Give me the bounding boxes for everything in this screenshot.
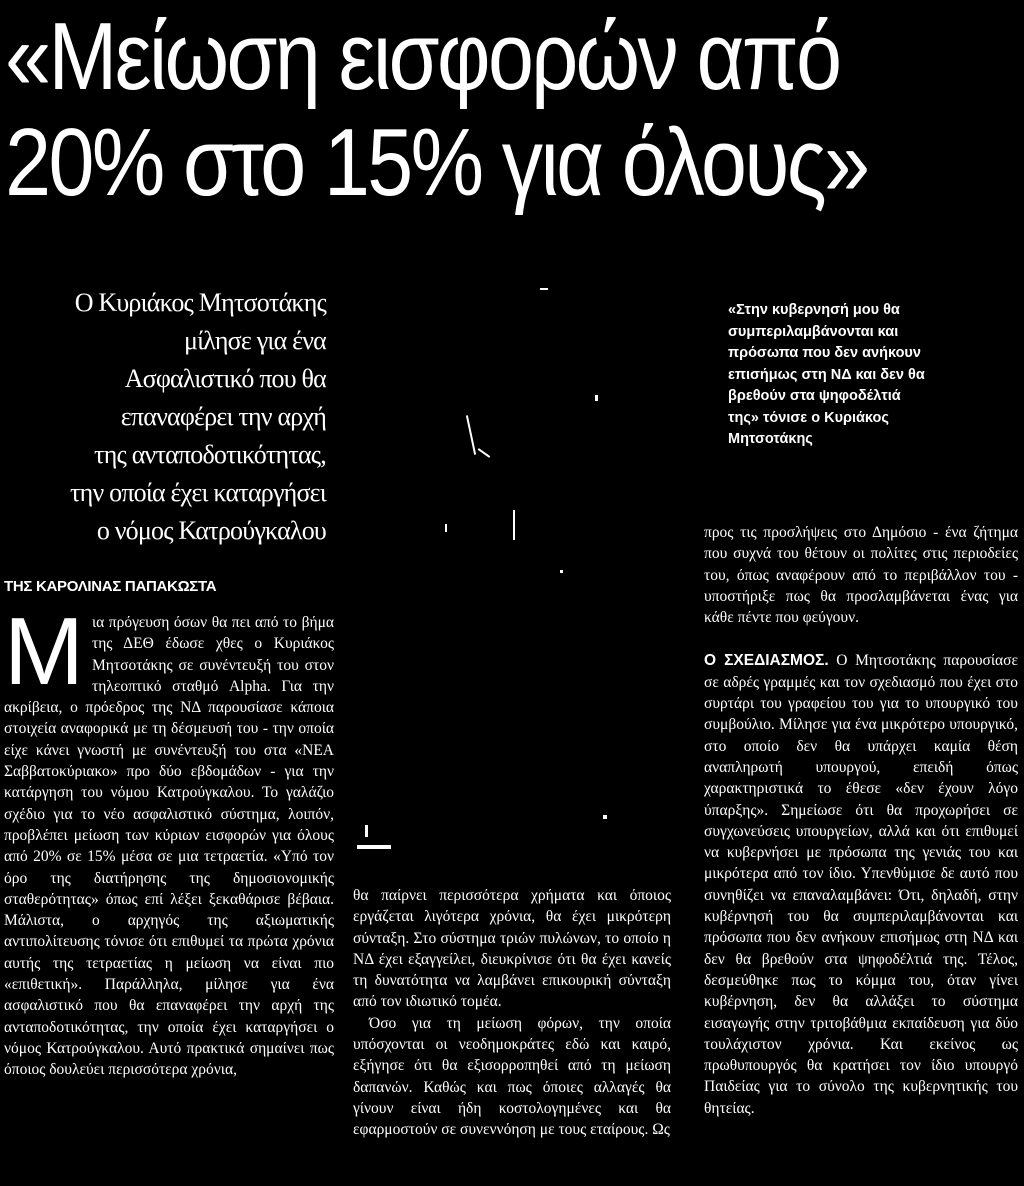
article-column-1	[4, 598, 334, 1081]
deck-line: ο νόμος Κατρούγκαλου	[96, 516, 326, 545]
article-column-3	[704, 522, 1018, 1119]
pull-quote	[728, 300, 988, 451]
pull-quote-line: επισήμως στη ΝΔ και δεν θα	[728, 366, 925, 383]
deck-subtitle	[20, 284, 326, 550]
pull-quote-line: της» τόνισε ο Κυριάκος	[728, 409, 889, 426]
article-column-2	[353, 885, 671, 1141]
headline-line-1: «Μείωση εισφορών από	[5, 3, 840, 110]
deck-line: επαναφέρει την αρχή	[120, 402, 326, 431]
byline: ΤΗΣ ΚΑΡΟΛΙΝΑΣ ΠΑΠΑΚΩΣΤΑ	[4, 578, 217, 595]
deck-line: Ο Κυριάκος Μητσοτάκης	[74, 288, 326, 317]
deck-line: μίλησε για ένα	[183, 326, 326, 355]
photo-dark	[345, 270, 685, 860]
deck-line: της ανταποδοτικότητας,	[94, 440, 326, 469]
article-paragraph	[704, 650, 1018, 1119]
pull-quote-line: συμπεριλαμβάνονται και	[728, 323, 899, 340]
pull-quote-line: «Στην κυβερνησή μου θα	[728, 302, 900, 318]
drop-cap: Μ	[4, 598, 84, 705]
paragraph-text: ια πρόγευση όσων θα πει από το βήμα της ΔΕΘ έδωσε χθες ο Κυριάκος Μητσοτάκης σε συνέντευξή του στον τηλεοπτικό σταθμό Alpha. Για την ακρίβεια, ο πρόεδρος της ΝΔ παρουσίασε κάποια στοιχεία αναφορικά με τη δέσμευσή του - την οποία είχε κάνει γνωστή με συνέντευξή του στα «ΝΕΑ Σαββατοκύριακο» προ δύο εβδομάδων - για την κατάργηση του νόμου Κατρούγκαλου. Το γαλάζιο σχέδιο για το νέο ασφαλιστικό σύστημα, λοιπόν, προβλέπει μείωση των κύριων εισφορών για όλους από 20% σε 15% μέσα σε μια τετραετία. «Υπό τον όρο της διατήρησης της δημοσιονομικής σταθερότητας» όπως επί λέξει ξεκαθάρισε βέβαια. Μάλιστα, ο αρχηγός της αξιωματικής αντιπολίτευσης τόνισε ότι επιθυμεί τα πρώτα χρόνια αυτής της τετραετίας η μείωση να είναι πιο «επιθετική». Παράλληλα, μίλησε για ένα ασφαλιστικό που θα επαναφέρει την αρχή της ανταποδοτικότητας, την οποία έχει καταργήσει ο νόμος Κατρούγκαλου. Αυτό πρακτικά σημαίνει πως όποιος δουλεύει περισσότερα χρόνια,	[4, 614, 334, 1079]
article-paragraph: θα παίρνει περισσότερα χρήματα και όποιος εργάζεται λιγότερα χρόνια, θα έχει μικρότερη σύνταξη. Στο σύστημα τριών πυλώνων, το οποίο η ΝΔ έχει εξαγγείλει, διευκρίνισε ότι θα έχει κανείς τη δυνατότητα να λαμβάνει επικουρική σύνταξη από τον ιδιωτικό τομέα.	[353, 887, 671, 1011]
headline-line-2: 20% στο 15% για όλους»	[5, 109, 868, 216]
pull-quote-line: Μητσοτάκης	[728, 431, 813, 447]
article-paragraph: Όσο για τη μείωση φόρων, την οποία υπόσχονται οι νεοδημοκράτες εδώ και καιρό, εξήγησε ότι θα εξισορροπηθεί από τη μείωση δαπανών. Καθώς και πως όποιες αλλαγές θα γίνουν είναι ήδη κοστολογημένες και θα εφαρμοστούν σε συνεννόηση με τους εταίρους. Ως	[353, 1014, 671, 1139]
deck-line: Ασφαλιστικό που θα	[124, 364, 326, 393]
pull-quote-line: βρεθούν στα ψηφοδέλτιά	[728, 388, 901, 404]
article-paragraph	[4, 598, 334, 1081]
article-paragraph: προς τις προσλήψεις στο Δημόσιο - ένα ζήτημα που συχνά του θέτουν οι πολίτες στις περιοδείες του, όπως αναφέρουν από το περιβάλλον του - υποστήριξε πως θα προσλαμβάνεται ένας για κάθε πέντε που φεύγουν.	[704, 524, 1018, 627]
deck-line: την οποία έχει καταργήσει	[70, 478, 326, 507]
section-subhead: Ο ΣΧΕΔΙΑΣΜΟΣ.	[704, 652, 829, 670]
paragraph-text: Ο Μητσοτάκης παρουσίασε σε αδρές γραμμές και τον σχεδιασμό που έχει στο συρτάρι του γραφείου του για το υπουργικό του συμβούλιο. Μίλησε για ένα μικρότερο υπουργικό, στο οποίο δεν θα υπάρχει καμία θέση αναπληρωτή υπουργού, επειδή όπως χαρακτηριστικά το έθεσε «δεν έχουν λόγο ύπαρξης». Σημείωσε ότι θα προχωρήσει σε συγχωνεύσεις υπουργείων, αλλά και ότι επιθυμεί να κυβερνήσει με πρόσωπα της γενιάς του και μικρότερα από τον ίδιο. Υπενθύμισε δε αυτό που συνηθίζει να επαναλαμβάνει: Ότι, δηλαδή, στην κυβέρνησή του θα συμπεριλαμβάνονται και πρόσωπα που δεν ανήκουν επισήμως στη ΝΔ και δεν θα βρεθούν στα ψηφοδέλτιά της. Τέλος, δεσμεύθηκε πως το κόμμα του, όταν γίνει κυβέρνηση, δεν θα αλλάξει το σύστημα εισαγωγής στην τριτοβάθμια εκπαίδευση για δύο τουλάχιστον χρόνια. Και εκείνος ως πρωθυπουργός θα κρατήσει τον ίδιο υπουργό Παιδείας για το σύνολο της κυβερνητικής του θητείας.	[704, 652, 1019, 1117]
pull-quote-line: πρόσωπα που δεν ανήκουν	[728, 345, 921, 361]
